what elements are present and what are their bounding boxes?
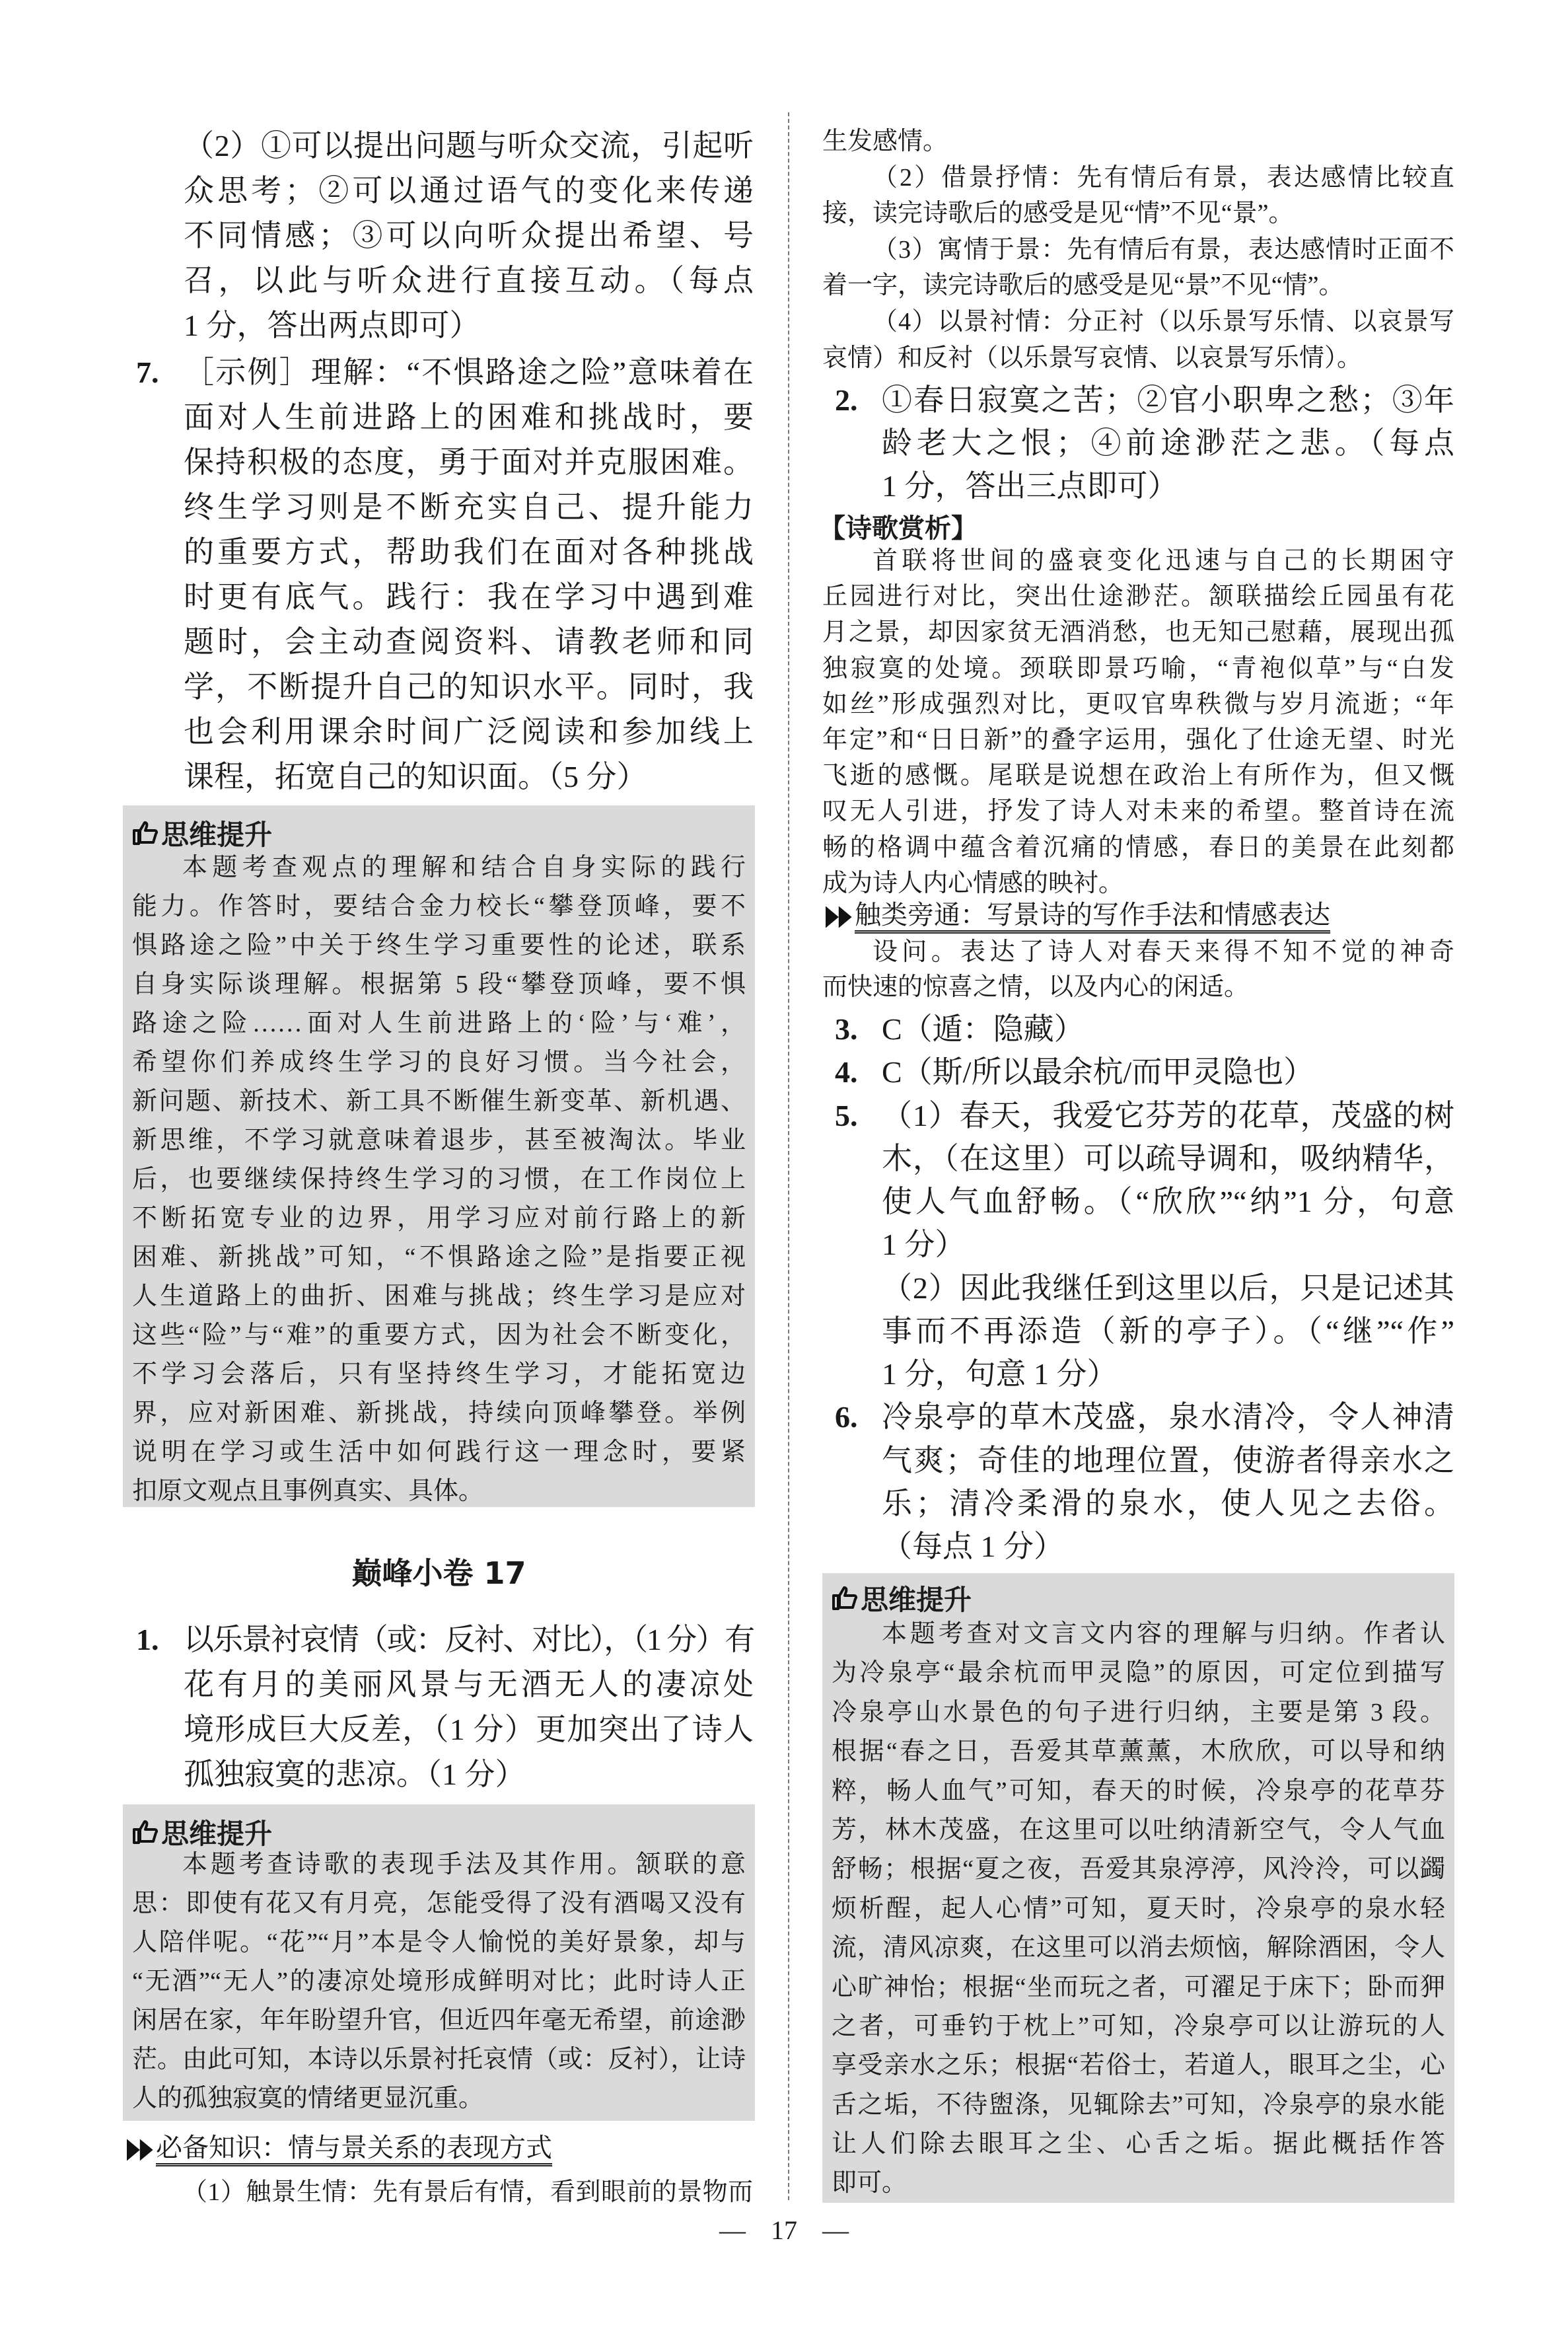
answers-3-to-6 [835,1008,1454,1568]
text-line: 课程，拓宽自己的知识面。（5 分） [184,760,647,793]
answer-q1 [184,1617,754,1797]
text-line: 学，不断提升自己的知识水平。同时，我 [184,670,754,704]
text-line: 不学习会落后，只有坚持终生学习，才能拓宽边 [132,1360,746,1388]
question-number: 4. [835,1055,858,1089]
text-line: 希望你们养成终生学习的良好习惯。当今社会， [132,1049,746,1076]
answer-q2 [882,379,1454,507]
thumbs-up-icon [132,1819,159,1845]
text-line: 本题考查对文言文内容的理解与归纳。作者认 [882,1620,1445,1648]
question-number: 7. [136,355,159,389]
text-line: 飞逝的感慨。尾联是说想在政治上有所作为，但又慨 [822,762,1454,790]
text-line: 舌之垢，不待盥涤，见辄除去”可知，冷泉亭的泉水能 [832,2090,1445,2119]
poem-analysis-text [822,543,1454,901]
text-line: 保持积极的态度，勇于面对并克服困难。 [184,445,754,479]
tip-header-label: 思维提升 [161,819,273,851]
text-line: 成为诗人内心情感的映衬。 [822,869,1124,897]
double-arrow-icon [127,2139,156,2161]
question-number: 3. [835,1012,858,1046]
text-line: “无酒”“无人”的凄凉处境形成鲜明对比；此时诗人正 [132,1968,746,1995]
text-line: 以乐景衬哀情（或：反衬、对比），（1 分）有 [184,1623,754,1656]
text-line: 丘园进行对比，突出仕途渺茫。颔联描绘丘园虽有花 [822,583,1454,611]
text-line: 接，读完诗歌后的感受是见“情”不见“景”。 [822,200,1294,228]
text-line: （4）以景衬情：分正衬（以乐景写乐情、以哀景写 [873,307,1454,336]
thinking-tip-box [123,805,755,1507]
page-number-value: 17 [771,2215,797,2245]
text-line: ［示例］理解：“不惧路途之险”意味着在 [184,355,754,389]
text-line: 根据“春之日，吾爱其草薰薰，木欣欣，可以导和纳 [832,1738,1445,1766]
text-line: 本题考查观点的理解和结合自身实际的践行 [182,854,746,881]
text-line: 1 分，句意 1 分） [882,1357,1118,1391]
question-number: 1. [136,1623,159,1656]
tip-header [132,813,272,853]
text-line: 后，也要继续保持终生学习的习惯，在工作岗位上 [132,1165,746,1193]
text-line: 花有月的美丽风景与无酒无人的凄凉处 [184,1668,754,1701]
text-line: 如丝”形成强烈对比，更叹官卑秩微与岁月流逝；“年 [822,690,1454,718]
extension-title: 触类旁通：写景诗的写作手法和情感表达 [855,900,1330,934]
answer-item [835,1008,1454,1051]
text-line: （1）触景生情：先有景后有情，看到眼前的景物而 [182,2178,753,2206]
text-line: （3）寓情于景：先有情后有景，表达感情时正面不 [873,235,1454,264]
thumbs-up-icon [832,1585,858,1611]
text-line: 设问。表达了诗人对春天来得不知不觉的神奇 [873,938,1454,966]
text-line: 让人们除去眼耳之尘、心舌之垢。据此概括作答 [832,2130,1445,2159]
text-line: 人陪伴呢。“花”“月”本是令人愉悦的美好景象，却与 [132,1929,746,1956]
text-line: （2）①可以提出问题与听众交流，引起听 [184,129,754,163]
text-line: 人的孤独寂寞的情绪更显沉重。 [132,2085,484,2112]
text-line: （2）因此我继任到这里以后，只是记述其 [882,1271,1454,1305]
extension-text [822,935,1454,1005]
text-line: （每点 1 分） [882,1530,1064,1563]
answer-q7 [184,350,754,799]
text-line: 享受亲水之乐；根据“若俗士，若道人，眼耳之尘，心 [832,2051,1445,2080]
text-line: 冷泉亭的草木茂盛，泉水清冷，令人神清 [882,1400,1454,1434]
text-line: 新思维，不学习就意味着退步，甚至被淘汰。毕业 [132,1126,746,1154]
text-line: 生发感情。 [822,128,948,155]
text-line: 哀情）和反衬（以乐景写哀情、以哀景写乐情）。 [822,344,1363,372]
answer-item [835,1051,1454,1093]
double-arrow-icon [826,906,855,928]
text-line: 1 分，答出两点即可） [184,309,480,342]
tip-text [132,1845,746,2118]
page-number-dash: — [719,2215,746,2245]
knowledge-heading [127,2133,552,2166]
text-line: 的重要方式，帮助我们在面对各种挑战 [184,535,754,569]
text-line: 闲居在家，年年盼望升官，但近四年毫无希望，前途渺 [132,2007,746,2034]
text-line: 这些“险”与“难”的重要方式，因为社会不断变化， [132,1321,746,1349]
tip-header [832,1578,972,1618]
answer-item [835,1395,1454,1568]
text-line: 龄老大之恨；④前途渺茫之悲。（每点 [882,426,1454,460]
text-line: 新问题、新技术、新工具不断催生新变革、新机遇、 [132,1088,746,1115]
text-line: 也会利用课余时间广泛阅读和参加线上 [184,715,754,749]
text-line: 事而不再添造（新的亭子）。（“继”“作” [882,1313,1454,1348]
poem-analysis-header: 【诗歌赏析】 [819,513,978,544]
text-line: 之者，可垂钓于枕上”可知，冷泉亭可以让游玩的人 [832,2012,1445,2040]
question-number: 5. [835,1098,858,1132]
text-line: 而快速的惊喜之情，以及内心的闲适。 [822,973,1250,1001]
tip-text [832,1615,1445,2203]
extension-heading [826,900,1330,934]
text-line: 年定”和“日日新”的叠字运用，强化了仕途无望、时光 [822,725,1454,754]
tip-text [132,848,746,1511]
text-line: 首联将世间的盛衰变化迅速与自己的长期困守 [873,547,1454,575]
knowledge-title: 必备知识：情与景关系的表现方式 [156,2133,552,2166]
text-line: 困难、新挑战”可知，“不惧路途之险”是指要正视 [132,1243,746,1271]
text-line: 为冷泉亭“最余杭而甲灵隐”的原因，可定位到描写 [832,1659,1445,1687]
text-line: 心旷神怡；根据“坐而玩之者，可濯足于床下；卧而狎 [832,1973,1445,2001]
text-line: C（遁：隐藏） [882,1012,1085,1046]
text-line: 境形成巨大反差，（1 分）更加突出了诗人 [184,1713,754,1746]
column-divider [788,112,789,2200]
text-line: C（斯/所以最余杭/而甲灵隐也） [882,1055,1314,1089]
text-line: 路途之险……面对人生前进路上的‘险’与‘难’， [132,1010,746,1037]
tip-header-label: 思维提升 [861,1584,972,1616]
text-line: 不同情感；③可以向听众提出希望、号 [184,219,754,252]
text-line: 茫。由此可知，本诗以乐景衬托哀情（或：反衬），让诗 [132,2046,746,2073]
tip-header-label: 思维提升 [161,1818,273,1850]
text-line: （2）借景抒情：先有情后有景，表达感情比较直 [873,163,1454,192]
answer-item [835,1094,1454,1396]
text-line: 月之景，却因家贫无酒消愁，也无知己慰藉，展现出孤 [822,618,1454,647]
text-line: 烦析酲，起人心情”可知，夏天时，冷泉亭的泉水轻 [832,1894,1445,1923]
question-number: 6. [835,1400,858,1434]
text-line: 面对人生前进路上的困难和挑战时，要 [184,400,754,434]
text-line: 流，清风凉爽，在这里可以消去烦恼，解除酒困，令人 [832,1934,1445,1962]
question-number: 2. [835,383,858,417]
answer-q3 [882,1008,1454,1051]
text-line: 时更有底气。践行：我在学习中遇到难 [184,580,754,614]
thinking-tip-box [822,1573,1454,2203]
text-line: 芳，林木茂盛，在这里可以吐纳清新空气，令人气血 [832,1816,1445,1844]
text-line: 惧路途之险”中关于终生学习重要性的论述，联系 [132,932,746,959]
text-line: 界，应对新困难、新挑战，持续向顶峰攀登。举例 [132,1399,746,1427]
text-line: （1）春天，我爱它芬芳的花草，茂盛的树 [882,1098,1454,1132]
text-line: 题时，会主动查阅资料、请教老师和同 [184,625,754,659]
text-line: 叹无人引进，抒发了诗人对未来的希望。整首诗在流 [822,797,1454,826]
text-line: 1 分，答出三点即可） [882,469,1178,503]
text-line: 舒畅；根据“夏之夜，吾爱其泉渟渟，风泠泠，可以蠲 [832,1855,1445,1884]
knowledge-notes [822,124,1454,376]
text-line: 能力。作答时，要结合金力校长“攀登顶峰，要不 [132,893,746,920]
text-line: 即可。 [832,2169,908,2197]
text-line: 不断拓宽专业的边界，用学习应对前行路上的新 [132,1204,746,1232]
answer-q4 [882,1051,1454,1093]
text-line: ①春日寂寞之苦；②官小职卑之愁；③年 [882,383,1454,417]
text-line: 思：即使有花又有月亮，怎能受得了没有酒喝又没有 [132,1890,746,1917]
text-line: 着一字，读完诗歌后的感受是见“景”不见“情”。 [822,272,1344,300]
text-line: 乐；清冷柔滑的泉水，使人见之去俗。 [882,1486,1454,1520]
thumbs-up-icon [132,820,159,846]
text-line: 使人气血舒畅。（“欣欣”“纳”1 分，句意 [882,1185,1454,1218]
text-line: 独寂寞的处境。颈联即景巧喻，“青袍似草”与“白发 [822,654,1454,683]
text-line: 冷泉亭山水景色的句子进行归纳，主要是第 3 段。 [832,1698,1445,1726]
text-line: 木，（在这里）可以疏导调和，吸纳精华， [882,1141,1454,1175]
text-line: 1 分） [882,1228,966,1262]
knowledge-text [132,2173,753,2211]
answer-q6-part2 [184,124,754,348]
text-line: 粹，畅人血气”可知，春天的时候，冷泉亭的花草芬 [832,1777,1445,1805]
text-line: 人生道路上的曲折、困难与挑战；终生学习是应对 [132,1282,746,1310]
answer-q6 [882,1395,1454,1568]
text-line: 召，以此与听众进行直接互动。（每点 [184,264,754,297]
text-line: 畅的格调中蕴含着沉痛的情感，春日的美景在此刻都 [822,833,1454,862]
page-number-dash: — [822,2215,849,2245]
text-line: 自身实际谈理解。根据第 5 段“攀登顶峰，要不惧 [132,971,746,998]
text-line: 众思考；②可以通过语气的变化来传递 [184,174,754,207]
text-line: 终生学习则是不断充实自己、提升能力 [184,490,754,524]
text-line: 本题考查诗歌的表现手法及其作用。颔联的意 [182,1851,746,1878]
section-title: 巅峰小卷 17 [351,1555,526,1591]
text-line: 扣原文观点且事例真实、具体。 [132,1477,484,1505]
thinking-tip-box [123,1804,755,2121]
text-line: 说明在学习或生活中如何践行这一理念时，要紧 [132,1438,746,1466]
text-line: 孤独寂寞的悲凉。（1 分） [184,1757,526,1791]
page-number [0,2215,1568,2246]
text-line: 气爽；奇佳的地理位置，使游者得亲水之 [882,1443,1454,1477]
answer-q5 [882,1094,1454,1396]
